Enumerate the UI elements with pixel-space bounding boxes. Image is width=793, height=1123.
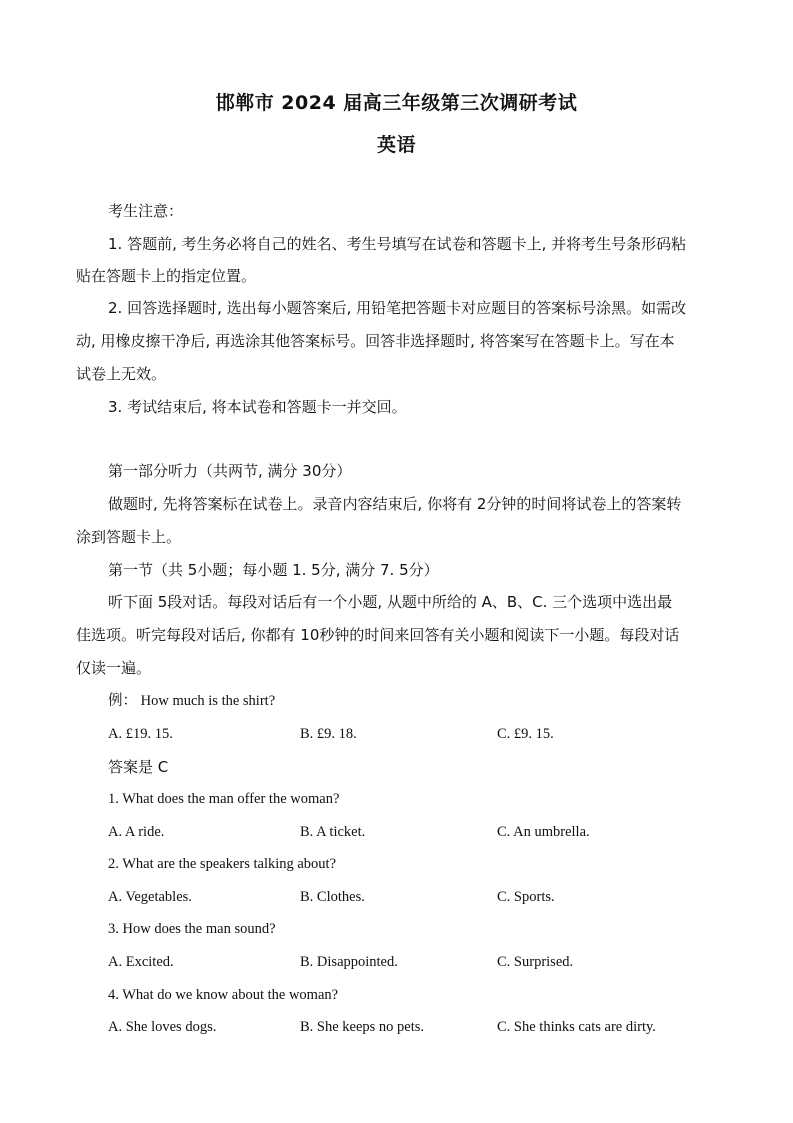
- notice-item1-line1: 1. 答题前, 考生务必将自己的姓名、考生号填写在试卷和答题卡上, 并将考生号条形码粘: [108, 235, 687, 253]
- part1-intro-line1: 做题时, 先将答案标在试卷上。录音内容结束后, 你将有 2分钟的时间将试卷上的答案转: [108, 495, 682, 513]
- question-2-option-b: B. Clothes.: [300, 889, 365, 905]
- question-3-option-b: B. Disappointed.: [300, 954, 398, 970]
- exam-subject: 英语: [376, 134, 416, 156]
- question-2: 2. What are the speakers talking about?: [108, 856, 337, 872]
- question-2-option-a: A. Vegetables.: [108, 889, 192, 905]
- notice-item2-line3: 试卷上无效。: [76, 365, 167, 383]
- notice-item2-line1: 2. 回答选择题时, 选出每小题答案后, 用铅笔把答题卡对应题目的答案标号涂黑。如需改: [108, 299, 687, 317]
- example-option-b: B. £9. 18.: [300, 726, 357, 742]
- exam-title: 邯郸市 2024 届高三年级第三次调研考试: [215, 92, 578, 114]
- question-1: 1. What does the man offer the woman?: [108, 791, 340, 807]
- part1-heading: 第一部分听力（共两节, 满分 30分）: [108, 462, 352, 480]
- question-2-option-c: C. Sports.: [497, 889, 555, 905]
- section1-line3: 仅读一遍。: [76, 659, 152, 677]
- question-1-option-c: C. An umbrella.: [497, 824, 590, 840]
- section1-line1: 听下面 5段对话。每段对话后有一个小题, 从题中所给的 A、B、C. 三个选项中选出最: [108, 593, 673, 611]
- notice-item3: 3. 考试结束后, 将本试卷和答题卡一并交回。: [108, 398, 407, 416]
- question-1-option-b: B. A ticket.: [300, 824, 366, 840]
- question-3-option-a: A. Excited.: [108, 954, 174, 970]
- question-4-option-c: C. She thinks cats are dirty.: [497, 1019, 656, 1035]
- part1-intro-line2: 涂到答题卡上。: [76, 528, 182, 546]
- notice-heading: 考生注意：: [108, 202, 184, 220]
- question-4: 4. What do we know about the woman?: [108, 987, 339, 1003]
- example-option-a: A. £19. 15.: [108, 726, 173, 742]
- example-answer: 答案是 C: [108, 758, 169, 776]
- question-1-option-a: A. A ride.: [108, 824, 165, 840]
- notice-item2-line2: 动, 用橡皮擦干净后, 再选涂其他答案标号。回答非选择题时, 将答案写在答题卡上。写在本: [76, 332, 675, 350]
- section1-line2: 佳选项。听完每段对话后, 你都有 10秒钟的时间来回答有关小题和阅读下一小题。每段对话: [76, 626, 680, 644]
- section1-heading: 第一节（共 5小题；每小题 1. 5分, 满分 7. 5分）: [108, 561, 439, 579]
- example-question: 例： How much is the shirt?: [108, 693, 276, 709]
- question-4-option-a: A. She loves dogs.: [108, 1019, 217, 1035]
- example-option-c: C. £9. 15.: [497, 726, 554, 742]
- notice-item1-line2: 贴在答题卡上的指定位置。: [76, 267, 257, 285]
- question-4-option-b: B. She keeps no pets.: [300, 1019, 425, 1035]
- question-3-option-c: C. Surprised.: [497, 954, 574, 970]
- question-3: 3. How does the man sound?: [108, 921, 276, 937]
